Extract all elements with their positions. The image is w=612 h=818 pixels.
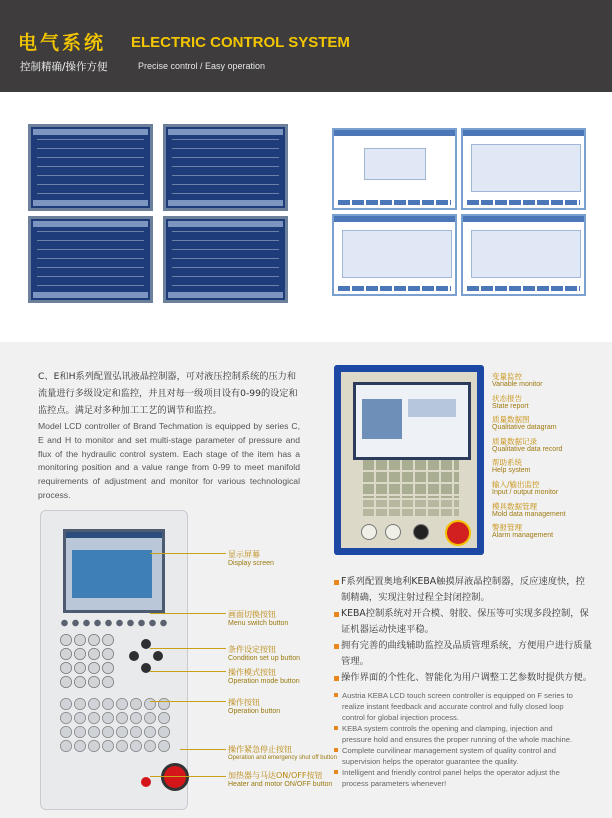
bullet-item: Intelligent and friendly control panel helps the operator adjust the process parameters whenever! (334, 767, 584, 789)
keba-points-en (334, 690, 584, 789)
bullet-item: Complete curvilinear management system of quality control and supervision helps the operator guarantee the quality. (334, 745, 584, 767)
bullet-item: KEBA system controls the opening and clamping, injection and pressure hold and ensures the proper running of the whole machine. (334, 723, 584, 745)
techmation-intro-cn: C、E和H系列配置弘讯液晶控制器，可对液压控制系统的压力和流量进行多级设定和监控，并且对每一级项目设有0-99的设定和监控点。满足对多种加工工艺的调节和监控。 (38, 371, 298, 416)
header-bar (0, 0, 612, 92)
callout-display-screen: 显示屏幕 Display screen (228, 550, 274, 567)
feature-item: 质量数据图 Qualitative datagram (492, 415, 557, 432)
techmation-screen-image (28, 216, 153, 303)
techmation-controller-image (40, 510, 188, 810)
callout-operation-button: 操作按钮 Operation button (228, 698, 281, 715)
emergency-stop-icon (445, 520, 471, 546)
numeric-keypad (59, 633, 115, 689)
callout-emergency-stop: 操作紧急停止按钮 Operation and emergency shut off button (228, 745, 337, 761)
arrow-key (153, 651, 163, 661)
bullet-item: KEBA控制系统对开合模、射胶、保压等可实现多段控制，保证机器运动快速平稳。 (334, 606, 594, 638)
techmation-screen-image (163, 216, 288, 303)
feature-item: 警报管理 Alarm management (492, 523, 554, 540)
page-title-en: ELECTRIC CONTROL SYSTEM (131, 34, 350, 51)
callout-heater-motor: 加热器与马达ON/OFF按钮 Heater and motor ON/OFF button (228, 771, 333, 788)
callout-line (180, 749, 226, 750)
feature-item: 状态报告 State report (492, 393, 529, 410)
subtitle-en: Precise control / Easy operation (138, 61, 266, 71)
techmation-screen-image (28, 124, 153, 211)
feature-item: 模具数据管理 Mold data management (492, 501, 566, 518)
techmation-screen-image (163, 124, 288, 211)
keba-feature-list (492, 372, 592, 545)
callout-line (150, 701, 226, 702)
display-screen (63, 529, 165, 613)
feature-item: 质量数据记录 Qualitative data record (492, 436, 563, 453)
callout-line (150, 671, 226, 672)
techmation-intro-en: Model LCD controller of Brand Techmation is equipped by series C, E and H to monitor and set multi-stage parameter of pressure and flux of the hydraulic control system. Each stage of the item has a monitoring position and a value range from 0-99 to meet manifold requirements of adjustment and monitor for various technological process. (38, 421, 300, 500)
callout-line (150, 648, 226, 649)
feature-item: 变量监控 Variable monitor (492, 372, 543, 388)
bullet-item: 操作界面的个性化、智能化为用户调整工艺参数时提供方便。 (334, 670, 594, 686)
page-title-cn: 电气系统 (18, 32, 107, 54)
key-switch-icon (413, 524, 429, 540)
callout-condition-setup: 条件设定按钮 Condition set up button (228, 645, 300, 662)
round-button (385, 524, 401, 540)
keba-display-screen (353, 382, 471, 460)
operation-buttons (59, 697, 171, 753)
keba-controller-image (334, 365, 484, 555)
arrow-key (129, 651, 139, 661)
bullet-item: Austria KEBA LCD touch screen controller is equipped on F series to realize instant feedback and accurate control and fully closed loop control for global injection process. (334, 690, 584, 723)
keba-screen-image (332, 128, 457, 210)
callout-menu-switch: 画面切换按钮 Menu switch button (228, 610, 289, 627)
keba-screen-image (332, 214, 457, 296)
keba-keypad (361, 460, 459, 498)
feature-item: 输入/输出监控 Input / output monitor (492, 479, 559, 496)
callout-operation-mode: 操作模式按钮 Operation mode button (228, 668, 300, 685)
keba-keypad-lower (361, 500, 459, 518)
callout-line (150, 553, 226, 554)
stop-indicator-icon (141, 777, 151, 787)
subtitle-cn: 控制精确/操作方便 (20, 61, 108, 73)
round-button (361, 524, 377, 540)
keba-points-cn (334, 574, 594, 686)
callout-line (150, 613, 226, 614)
callout-line (150, 776, 226, 777)
bullet-item: 拥有完善的曲线辅助监控及品质管理系统，方便用户进行质量管理。 (334, 638, 594, 670)
keba-screen-image (461, 214, 586, 296)
bullet-item: F系列配置奥地利KEBA触摸屏液晶控制器，反应速度快，控制精确，实现注射过程全封闭控制。 (334, 574, 594, 606)
feature-item: 帮助系统 Help system (492, 458, 531, 475)
emergency-stop-icon (161, 763, 189, 791)
menu-switch-buttons (59, 619, 169, 627)
keba-screen-image (461, 128, 586, 210)
